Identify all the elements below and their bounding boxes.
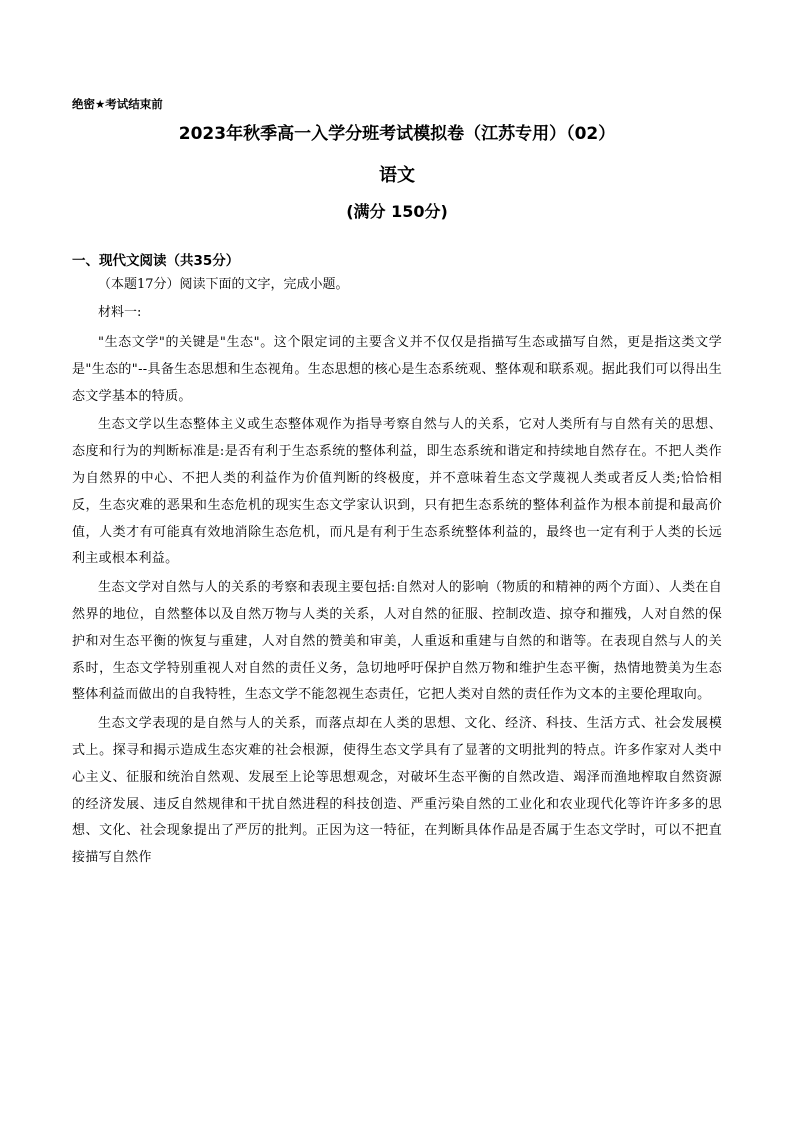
section-heading: 一、现代文阅读（共35分） xyxy=(72,253,240,269)
passage-paragraph: "生态文学"的关键是"生态"。这个限定词的主要含义并不仅仅是指描写生态或描写自然，更是指这类文学是"生态的"--具备生态思想和生态视角。生态思想的核心是生态系统观、整体观和联系观。据此我们可以得出生态文学基本的特质。 xyxy=(72,335,722,404)
full-score: (满分 150分) xyxy=(346,202,448,221)
passage-paragraph: 生态文学对自然与人的关系的考察和表现主要包括:自然对人的影响（物质的和精神的两个方面）、人类在自然界的地位，自然整体以及自然万物与人类的关系，人对自然的征服、控制改造、掠夺和摧残，人对自然的保护和对生态平衡的恢复与重建，人对自然的赞美和审美，人重返和重建与自然的和谐等。在表现自然与人的关系时，生态文学特别重视人对自然的责任义务，急切地呼吁保护自然万物和维护生态平衡，热情地赞美为生态整体利益而做出的自我特牲，生态文学不能忽视生态责任，它把人类对自然的责任作为文本的主要伦理取向。 xyxy=(72,580,722,703)
passage-paragraph: 生态文学以生态整体主义或生态整体观作为指导考察自然与人的关系，它对人类所有与自然有关的思想、态度和行为的判断标准是:是否有利于生态系统的整体利益，即生态系统和谐定和持续地自然存在。不把人类作为自然界的中心、不把人类的利益作为价值判断的终极度，并不意味着生态文学蔑视人类或者反人类;恰恰相反，生态灾难的恶果和生态危机的现实生态文学家认识到，只有把生态系统的整体利益作为根本前提和最高价值，人类才有可能真有效地消除生态危机，而凡是有利于生态系统整体利益的，最终也一定有利于人类的长远利主或根本利益。 xyxy=(72,417,722,567)
exam-title: 2023年秋季高一入学分班考试模拟卷（江苏专用）（02） xyxy=(178,124,616,144)
passage-paragraph: 生态文学表现的是自然与人的关系，而落点却在人类的思想、文化、经济、科技、生活方式、社会发展模式上。探寻和揭示造成生态灾难的社会根源，使得生态文学具有了显著的文明批判的特点。许多作家对人类中心主义、征服和统治自然观、发展至上论等思想观念，对破坏生态平衡的自然改造、竭泽而渔地榨取自然资源的经济发展、违反自然规律和干扰自然进程的科技创造、严重污染自然的工业化和农业现代化等许许多多的思想、文化、社会现象提出了严厉的批判。正因为这一特征，在判断具体作品是否属于生态文学时，可以不把直接描写自然作 xyxy=(72,716,722,866)
reading-passage xyxy=(72,330,722,872)
subject-title: 语文 xyxy=(379,165,415,186)
material-label: 材料一: xyxy=(98,305,142,320)
exam-page xyxy=(72,96,722,874)
question-intro: （本题17分）阅读下面的文字，完成小题。 xyxy=(98,277,349,292)
confidential-label: 绝密★考试结束前 xyxy=(72,97,163,111)
